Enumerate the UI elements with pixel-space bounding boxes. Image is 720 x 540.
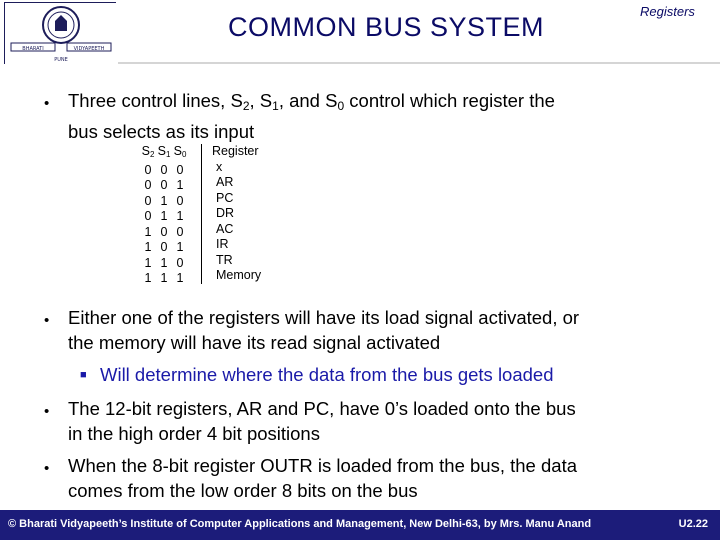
cell-s2: 1 bbox=[144, 224, 152, 239]
bullet-marker: • bbox=[44, 312, 50, 329]
cell-s2: 1 bbox=[144, 271, 152, 285]
cell-s1: 1 bbox=[160, 193, 168, 208]
section-label: Registers bbox=[640, 4, 695, 19]
register-cell: AR bbox=[216, 175, 234, 189]
selection-table bbox=[140, 144, 262, 287]
cell-s2: 1 bbox=[144, 240, 152, 254]
footer-bar bbox=[0, 510, 720, 540]
register-cell: TR bbox=[216, 252, 233, 267]
bullet-3-text: The 12-bit registers, AR and PC, have 0’s loaded onto the bus in the high order 4 bit positions bbox=[68, 398, 576, 444]
bullet-marker: • bbox=[44, 95, 50, 112]
cell-s1: 1 bbox=[160, 255, 168, 270]
cell-s0: 0 bbox=[176, 162, 184, 177]
cell-s0: 1 bbox=[176, 209, 184, 223]
table-header bbox=[140, 144, 188, 163]
register-cell: IR bbox=[216, 237, 229, 251]
register-column bbox=[212, 144, 302, 284]
bullet-1-text: Three control lines, $S_2$, $S_1$, and $S_0$ control which register the bus selects as its input bbox=[68, 90, 555, 142]
table-row bbox=[140, 240, 188, 256]
table-row bbox=[140, 225, 188, 241]
register-cell: Memory bbox=[216, 268, 262, 282]
cell-s0: 1 bbox=[176, 271, 184, 285]
cell-s2: 1 bbox=[144, 255, 152, 270]
cell-s2: 0 bbox=[144, 209, 152, 223]
cell-s0: 1 bbox=[176, 240, 184, 254]
sub-bullet-text: Will determine where the data from the bus gets loaded bbox=[100, 364, 554, 385]
cell-s0: 0 bbox=[176, 193, 184, 208]
cell-s2: 0 bbox=[144, 193, 152, 208]
cell-s1: 0 bbox=[160, 178, 168, 192]
table-divider bbox=[201, 144, 202, 284]
bullet-marker: • bbox=[44, 460, 50, 477]
cell-s2: 0 bbox=[144, 162, 152, 177]
page-number: U2.22 bbox=[678, 518, 708, 530]
cell-s1: 0 bbox=[160, 240, 168, 254]
logo-emblem bbox=[5, 3, 117, 65]
bullet-4-text: When the 8-bit register OUTR is loaded from the bus, the data comes from the low order 8 bits on the bus bbox=[68, 455, 577, 501]
register-header: Register bbox=[212, 144, 259, 158]
header-s1: S1 bbox=[157, 144, 171, 159]
institute-logo bbox=[4, 2, 116, 64]
bullet-2-text: Either one of the registers will have its load signal activated, or the memory will have its read signal activated bbox=[68, 307, 580, 353]
cell-s1: 1 bbox=[160, 271, 168, 285]
table-row bbox=[140, 271, 188, 287]
header-s2: S2 bbox=[141, 144, 155, 159]
cell-s1: 0 bbox=[160, 162, 168, 177]
sub-bullet-marker: ■ bbox=[80, 369, 87, 381]
table-row bbox=[140, 209, 188, 225]
cell-s0: 1 bbox=[176, 178, 184, 192]
bullet-marker: • bbox=[44, 403, 50, 420]
slide-title: COMMON BUS SYSTEM bbox=[228, 12, 545, 42]
table-row bbox=[140, 256, 188, 272]
register-cell: AC bbox=[216, 221, 234, 236]
header-s0: S0 bbox=[173, 144, 187, 159]
cell-s2: 0 bbox=[144, 178, 152, 192]
header-rule bbox=[118, 62, 720, 64]
cell-s1: 1 bbox=[160, 209, 168, 223]
svg-text:PUNE: PUNE bbox=[54, 57, 68, 63]
cell-s0: 0 bbox=[176, 255, 184, 270]
table-row bbox=[140, 194, 188, 210]
svg-text:BHARATI: BHARATI bbox=[22, 46, 44, 52]
table-row bbox=[140, 178, 188, 194]
register-cell: PC bbox=[216, 190, 234, 205]
cell-s1: 0 bbox=[160, 224, 168, 239]
cell-s0: 0 bbox=[176, 224, 184, 239]
footer-credit: © Bharati Vidyapeeth’s Institute of Computer Applications and Management, New Delhi-63, by Mrs. Manu Anand bbox=[8, 518, 592, 530]
svg-text:VIDYAPEETH: VIDYAPEETH bbox=[73, 46, 105, 52]
register-cell: x bbox=[216, 159, 223, 174]
register-cell: DR bbox=[216, 206, 235, 220]
table-row bbox=[140, 163, 188, 179]
